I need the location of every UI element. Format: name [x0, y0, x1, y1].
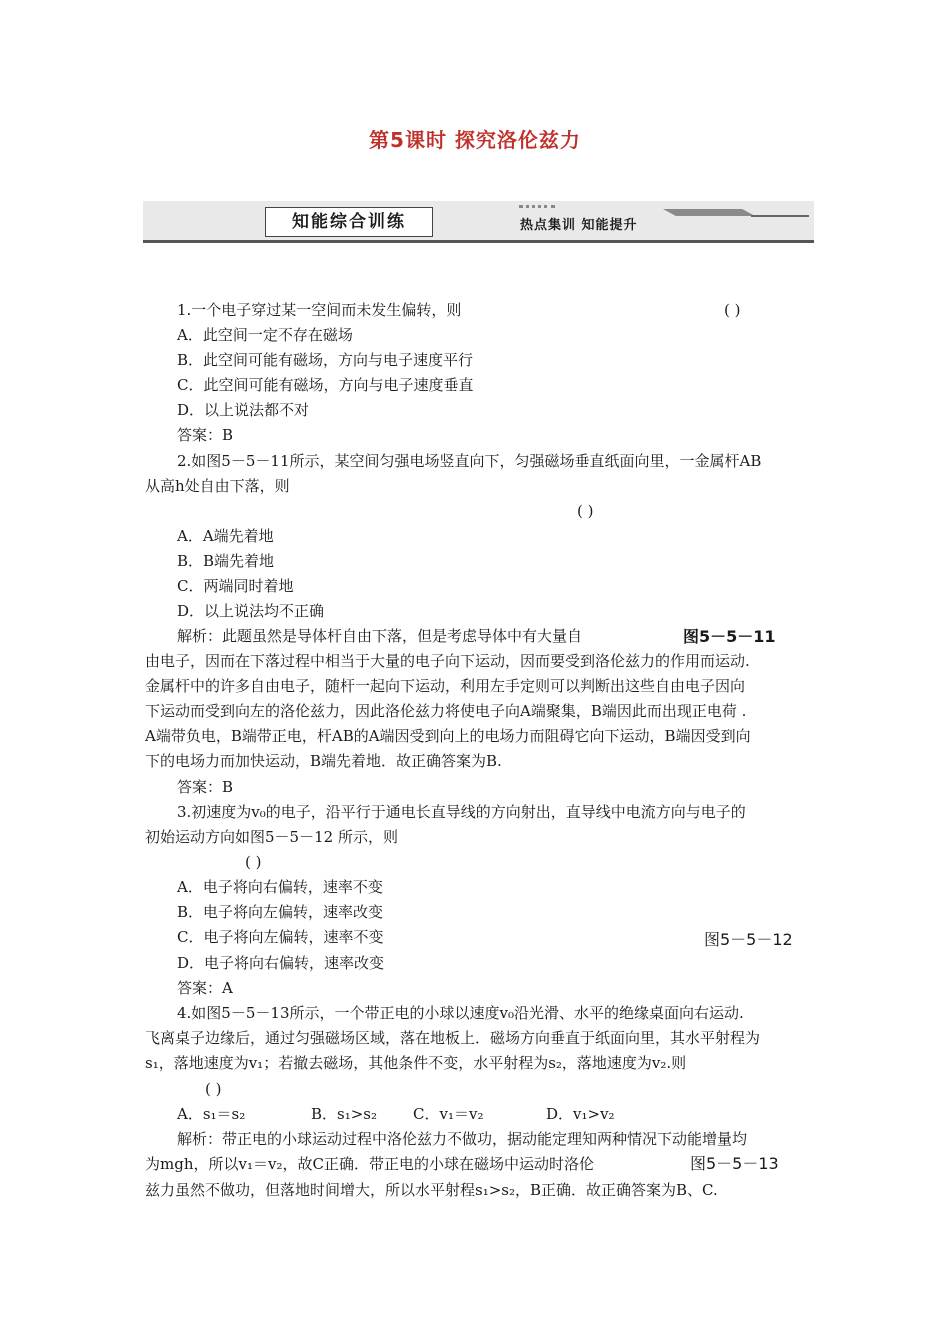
banner-title: 知能综合训练: [265, 207, 433, 237]
q2-analysis-line3: 金属杆中的许多自由电子，随杆一起向下运动，利用左手定则可以判断出这些自由电子因向: [145, 677, 746, 695]
q4-stem-line1: 4.如图5－5－13所示，一个带正电的小球以速度v₀沿光滑、水平的绝缘桌面向右运动.: [177, 1004, 744, 1022]
q2-analysis-line4: 下运动而受到向左的洛伦兹力，因此洛伦兹力将使电子向A端聚集，B端因此而出现正电荷 .: [145, 702, 747, 720]
q4-stem-line3: s₁，落地速度为v₁；若撤去磁场，其他条件不变，水平射程为s₂，落地速度为v₂.则: [145, 1054, 687, 1072]
q1-option-c: C．此空间可能有磁场，方向与电子速度垂直: [177, 376, 474, 394]
q4-option-c: C．v₁＝v₂: [413, 1105, 484, 1123]
q2-analysis-line6: 下的电场力而加快运动，B端先着地．故正确答案为B.: [145, 752, 502, 770]
figure-label-5-5-12: 图5－5－12: [704, 930, 793, 949]
figure-label-5-5-11: 图5－5－11: [683, 627, 776, 646]
q2-option-a: A．A端先着地: [177, 527, 274, 545]
q3-option-d: D．电子将向右偏转，速率改变: [177, 954, 385, 972]
q4-analysis-line2: 为mgh，所以v₁＝v₂，故C正确．带正电的小球在磁场中运动时洛伦: [145, 1155, 594, 1173]
q3-stem-line2: 初始运动方向如图5－5－12 所示，则: [145, 828, 398, 846]
page-title: 第5课时 探究洛伦兹力: [369, 128, 581, 152]
banner-subtitle: 热点集训 知能提升: [520, 218, 638, 233]
q1-stem: 1.一个电子穿过某一空间而未发生偏转，则: [177, 301, 462, 319]
q2-stem-line2: 从高h处自由下落，则: [145, 477, 290, 495]
q2-answer-blank: ( ): [577, 502, 594, 520]
q4-option-d: D．v₁>v₂: [546, 1105, 615, 1123]
figure-label-5-5-13: 图5－5－13: [690, 1154, 779, 1173]
q3-answer: 答案：A: [177, 979, 233, 997]
q1-option-a: A．此空间一定不存在磁场: [177, 326, 353, 344]
q2-option-b: B．B端先着地: [177, 552, 275, 570]
banner-arrow-bar: [663, 209, 755, 216]
q2-stem-line1: 2.如图5－5－11所示，某空间匀强电场竖直向下，匀强磁场垂直纸面向里，一金属杆AB: [177, 452, 762, 470]
q4-option-a: A．s₁＝s₂: [177, 1105, 246, 1123]
section-banner: [143, 201, 814, 243]
q1-answer-blank: ( ): [724, 301, 741, 319]
banner-rule: [751, 215, 809, 217]
q4-option-b: B．s₁>s₂: [311, 1105, 378, 1123]
q4-stem-line2: 飞离桌子边缘后，通过匀强磁场区域，落在地板上．磁场方向垂直于纸面向里，其水平射程为: [145, 1029, 761, 1047]
q3-option-a: A．电子将向右偏转，速率不变: [177, 878, 383, 896]
q1-option-b: B．此空间可能有磁场，方向与电子速度平行: [177, 351, 474, 369]
q2-analysis-line1: 解析：此题虽然是导体杆自由下落，但是考虑导体中有大量自: [177, 627, 583, 645]
q2-answer: 答案：B: [177, 778, 234, 796]
q3-option-c: C．电子将向左偏转，速率不变: [177, 928, 384, 946]
banner-dots: [519, 205, 555, 211]
q3-answer-blank: ( ): [245, 853, 262, 871]
q1-option-d: D．以上说法都不对: [177, 401, 310, 419]
q3-stem-line1: 3.初速度为v₀的电子，沿平行于通电长直导线的方向射出，直导线中电流方向与电子的: [177, 803, 746, 821]
q4-answer-blank: ( ): [205, 1080, 222, 1098]
q2-option-d: D．以上说法均不正确: [177, 602, 325, 620]
q4-analysis-line1: 解析：带正电的小球运动过程中洛伦兹力不做功，据动能定理知两种情况下动能增量均: [177, 1130, 748, 1148]
q2-option-c: C．两端同时着地: [177, 577, 294, 595]
q4-analysis-line3: 兹力虽然不做功，但落地时间增大，所以水平射程s₁>s₂，B正确．故正确答案为B、C.: [145, 1181, 718, 1199]
q1-answer: 答案：B: [177, 426, 234, 444]
q2-analysis-line5: A端带负电，B端带正电，杆AB的A端因受到向上的电场力而阻碍它向下运动，B端因受到向: [145, 727, 751, 745]
q2-analysis-line2: 由电子，因而在下落过程中相当于大量的电子向下运动，因而要受到洛伦兹力的作用而运动.: [145, 652, 750, 670]
q3-option-b: B．电子将向左偏转，速率改变: [177, 903, 384, 921]
